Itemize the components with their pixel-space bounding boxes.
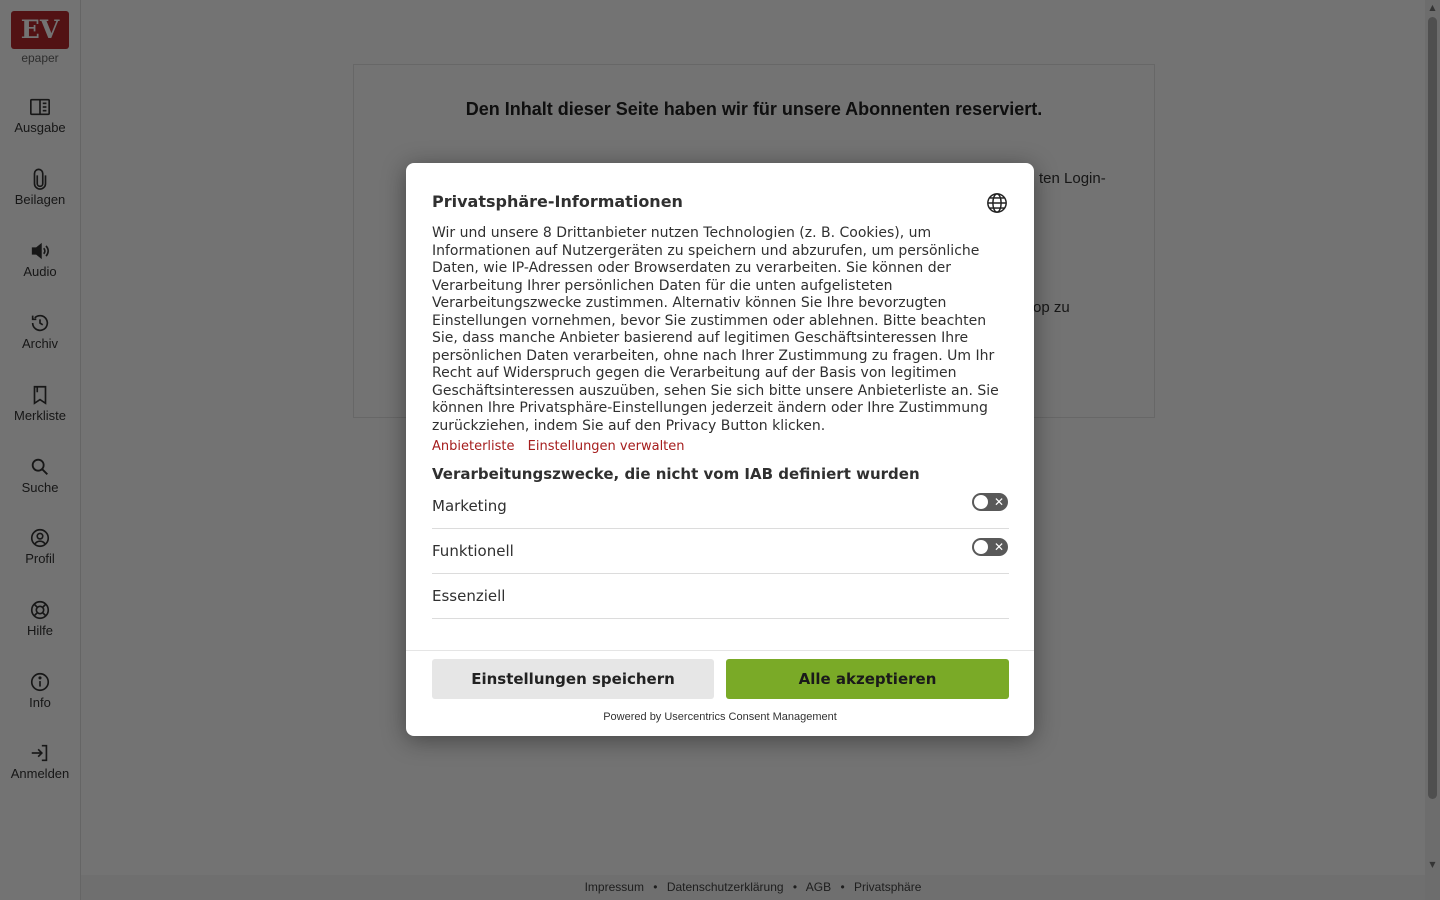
purpose-row-essenziell[interactable] [432, 573, 1009, 619]
toggle-off-icon: ✕ [993, 495, 1004, 509]
toggle-off-icon: ✕ [993, 540, 1004, 554]
accept-all-button[interactable]: Alle akzeptieren [726, 659, 1009, 699]
funktionell-toggle[interactable] [972, 538, 1008, 556]
purpose-label: Funktionell [432, 542, 514, 560]
consent-title: Privatsphäre-Informationen [432, 192, 683, 211]
vendor-list-link[interactable]: Anbieterliste [432, 439, 515, 454]
consent-links [432, 439, 694, 454]
toggle-knob [974, 495, 988, 509]
non-iab-purposes-heading: Verarbeitungszwecke, die nicht vom IAB definiert wurden [432, 465, 920, 483]
purpose-row-funktionell [432, 528, 1009, 574]
consent-dialog [406, 163, 1034, 736]
language-globe-icon[interactable] [986, 192, 1008, 214]
save-settings-button[interactable]: Einstellungen speichern [432, 659, 714, 699]
toggle-knob [974, 540, 988, 554]
footer-divider [406, 650, 1034, 651]
purpose-row-marketing [432, 483, 1009, 529]
purpose-label: Marketing [432, 497, 507, 515]
consent-body-text: Wir und unsere 8 Drittanbieter nutzen Technologien (z. B. Cookies), um Informationen auf Nutzergeräten zu speichern und abzurufen, um persönliche Daten, wie IP-Adressen oder Browserdaten zu verarbeiten. Sie können der Verarbeitung Ihrer persönlichen Daten für die unten aufgelisteten Verarbeitungszwecke zustimmen. Alternativ können Sie Ihre bevorzugten Einstellungen vornehmen, bevor Sie zustimmen oder ablehnen. Bitte beachten Sie, dass manche Anbieter basierend auf legitimen Geschäftsinteressen Ihre persönlichen Daten verarbeiten, ohne nach Ihrer Zustimmung zu fragen. Um Ihr Recht auf Widerspruch gegen die Verarbeitung auf der Basis von legitimen Geschäftsinteressen auszuüben, sehen Sie sich bitte unsere Anbieterliste an. Sie können Ihre Privatsphäre-Einstellungen jederzeit ändern oder Ihre Zustimmung zurückziehen, indem Sie auf den Privacy Button klicken. [432, 225, 999, 434]
manage-settings-link[interactable]: Einstellungen verwalten [527, 439, 685, 454]
purpose-label: Essenziell [432, 587, 506, 605]
powered-by-text: Powered by Usercentrics Consent Management [603, 711, 837, 723]
marketing-toggle[interactable] [972, 493, 1008, 511]
